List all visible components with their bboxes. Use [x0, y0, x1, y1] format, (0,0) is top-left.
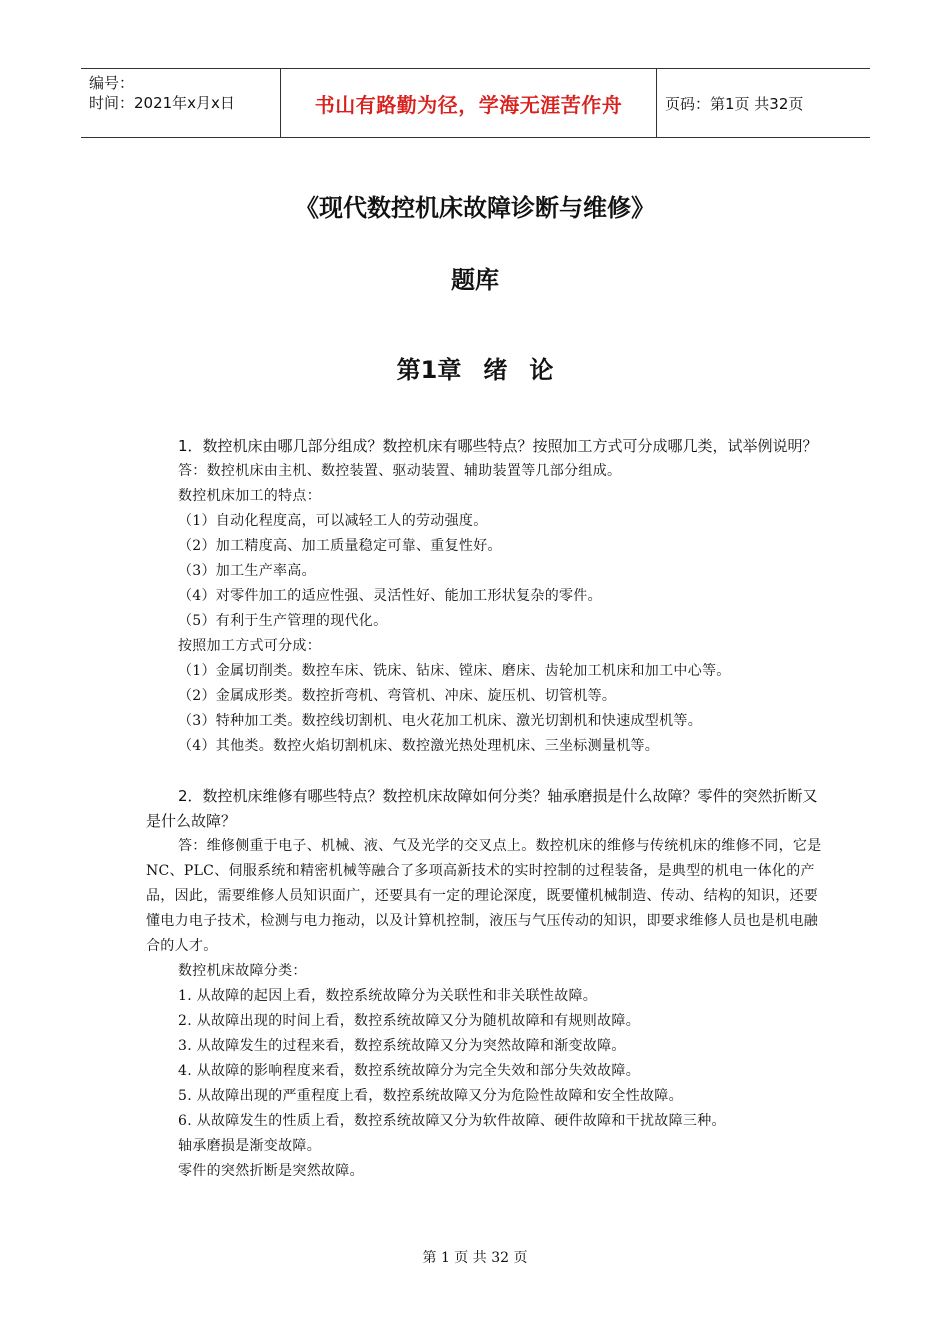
class-item: 4. 从故障的影响程度来看，数控系统故障分为完全失效和部分失效故障。 — [178, 1063, 641, 1079]
question-2: 2．数控机床维修有哪些特点？数控机床故障如何分类？轴承磨损是什么故障？零件的突然折断又是什么故障？ — [146, 787, 818, 830]
page-footer: 第 1 页 共 32 页 — [422, 1250, 528, 1266]
type-item: （2）金属成形类。数控折弯机、弯管机、冲床、旋压机、切管机等。 — [178, 688, 617, 704]
number-label: 编号： — [89, 74, 135, 92]
header-motto-cell — [281, 69, 657, 137]
type-item: （1）金属切削类。数控车床、铣床、钻床、镗床、磨床、齿轮加工机床和加工中心等。 — [178, 663, 731, 679]
chapter-name-part-2: 论 — [529, 356, 554, 384]
paragraph-spacer — [146, 759, 826, 784]
subtitle: 题库 — [451, 266, 499, 294]
question-1: 1．数控机床由哪几部分组成？数控机床有哪些特点？按照加工方式可分成哪几类，试举例说明？ — [178, 437, 818, 455]
class-item: 6. 从故障发生的性质上看，数控系统故障又分为软件故障、硬件故障和干扰故障三种。 — [178, 1113, 726, 1129]
chapter-name-part-1: 绪 — [483, 356, 508, 384]
chapter-title — [0, 350, 950, 385]
time-label: 时间：2021年x月x日 — [89, 94, 235, 112]
chapter-number: 第1章 — [396, 356, 462, 384]
types-title: 按照加工方式可分成： — [178, 638, 321, 654]
feature-item: （5）有利于生产管理的现代化。 — [178, 613, 388, 629]
class-item: 1. 从故障的起因上看，数控系统故障分为关联性和非关联性故障。 — [178, 988, 598, 1004]
answer-1-intro: 答：数控机床由主机、数控装置、驱动装置、辅助装置等几部分组成。 — [178, 463, 622, 479]
feature-item: （4）对零件加工的适应性强、灵活性好、能加工形状复杂的零件。 — [178, 588, 602, 604]
class-title: 数控机床故障分类： — [178, 963, 307, 979]
fracture-answer: 零件的突然折断是突然故障。 — [178, 1163, 364, 1179]
class-item: 5. 从故障出现的严重程度上看，数控系统故障又分为危险性故障和安全性故障。 — [178, 1088, 683, 1104]
header-meta-cell — [81, 69, 281, 137]
answer-2-intro: 答：维修侧重于电子、机械、液、气及光学的交叉点上。数控机床的维修与传统机床的维修不同，它是NC、PLC、伺服系统和精密机械等融合了多项高新技术的实时控制的过程装备，是典型的机电一体化的产品，因此，需要维修人员知识面广，还要具有一定的理论深度，既要懂机械制造、传动、结构的知识，还要懂电力电子技术，检测与电力拖动，以及计算机控制，液压与气压传动的知识，即要求维修人员也是机电融合的人才。 — [146, 838, 822, 954]
page-info: 页码：第1页 共32页 — [665, 94, 804, 113]
type-item: （3）特种加工类。数控线切割机、电火花加工机床、激光切割机和快速成型机等。 — [178, 713, 703, 729]
class-item: 3. 从故障发生的过程来看，数控系统故障又分为突然故障和渐变故障。 — [178, 1038, 626, 1054]
bearing-answer: 轴承磨损是渐变故障。 — [178, 1138, 321, 1154]
book-title: 《现代数控机床故障诊断与维修》 — [295, 194, 655, 222]
main-content — [146, 434, 826, 1184]
class-item: 2. 从故障出现的时间上看，数控系统故障又分为随机故障和有规则故障。 — [178, 1013, 641, 1029]
page-header — [81, 68, 870, 138]
header-page-cell — [657, 69, 870, 137]
motto-text: 书山有路勤为径，学海无涯苦作舟 — [314, 92, 623, 117]
features-title: 数控机床加工的特点： — [178, 488, 321, 504]
feature-item: （3）加工生产率高。 — [178, 563, 316, 579]
feature-item: （2）加工精度高、加工质量稳定可靠、重复性好。 — [178, 538, 502, 554]
feature-item: （1）自动化程度高，可以减轻工人的劳动强度。 — [178, 513, 488, 529]
type-item: （4）其他类。数控火焰切割机床、数控激光热处理机床、三坐标测量机等。 — [178, 738, 660, 754]
